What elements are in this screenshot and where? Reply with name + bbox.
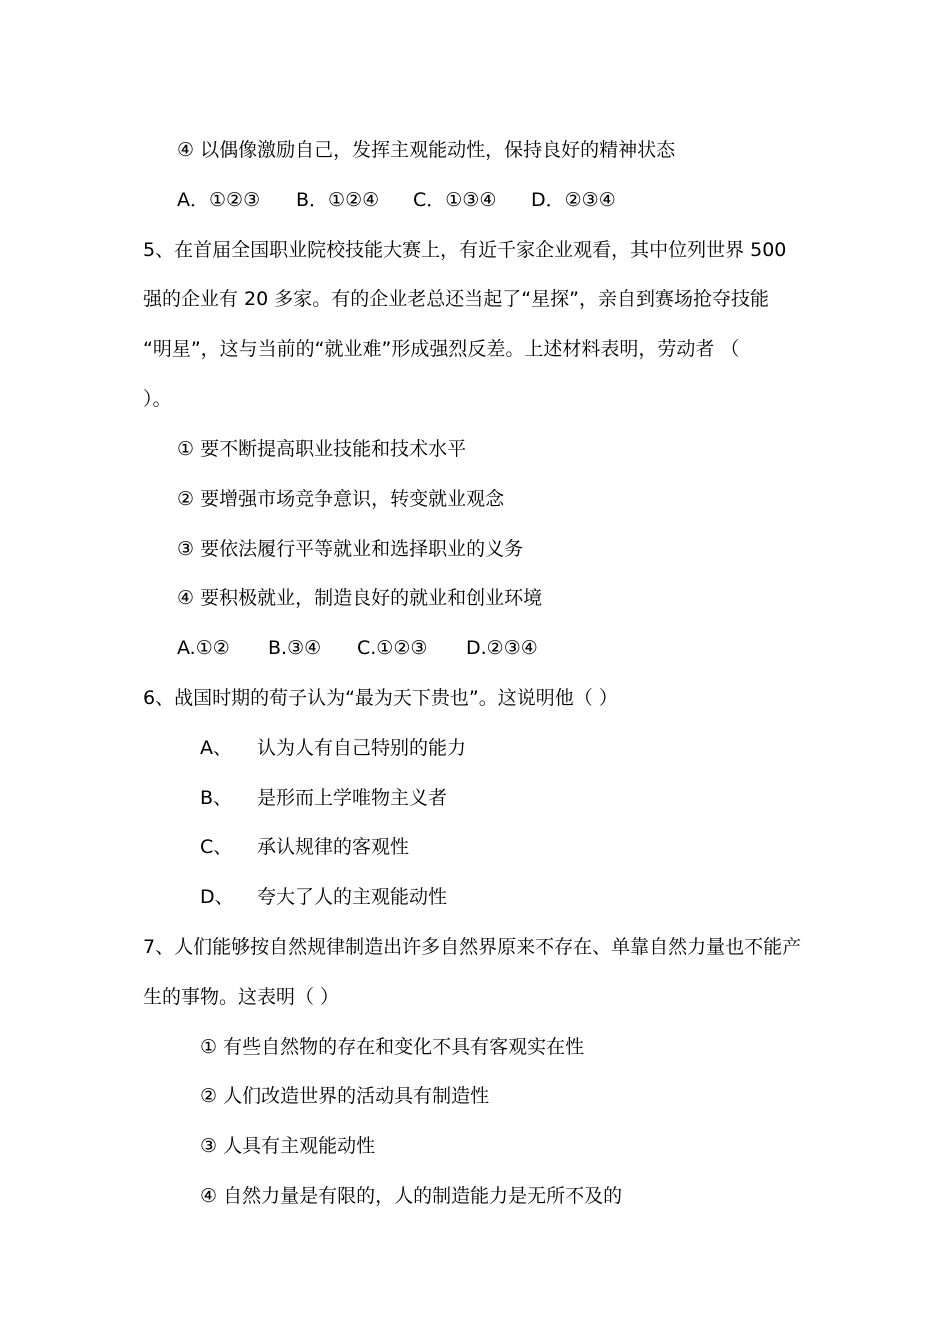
q7-item-4: ④ 自然力量是有限的，人的制造能力是无所不及的	[200, 1185, 623, 1207]
q5-option-c: C.①②③	[357, 637, 428, 659]
q7-stem-line-2: 生的事物。这表明（ ）	[143, 986, 340, 1008]
q5-item-3: ③ 要依法履行平等就业和选择职业的义务	[177, 538, 524, 560]
q6-option-d-text: 夸大了人的主观能动性	[257, 886, 448, 908]
q5-option-b: B.③④	[268, 637, 322, 659]
q5-item-1: ① 要不断提高职业技能和技术水平	[177, 438, 467, 460]
q6-option-a-letter: A、	[200, 737, 232, 759]
q7-item-2: ② 人们改造世界的活动具有制造性	[200, 1085, 490, 1107]
q4-option-b: B．①②④	[296, 189, 380, 211]
q7-stem-line-1: 7、人们能够按自然规律制造出许多自然界原来不存在、单靠自然力量也不能产	[143, 936, 802, 958]
q6-option-c-letter: C、	[200, 836, 233, 858]
q6-option-a-text: 认为人有自己特别的能力	[257, 737, 467, 759]
q6-option-d-letter: D、	[200, 886, 234, 908]
q4-option-c: C．①③④	[413, 189, 497, 211]
q5-option-d: D.②③④	[466, 637, 538, 659]
q4-option-a: A．①②③	[177, 189, 261, 211]
q5-stem-line-1: 5、在首届全国职业院校技能大赛上，有近千家企业观看，其中位列世界 500	[143, 239, 787, 261]
q6-option-b-text: 是形而上学唯物主义者	[257, 787, 448, 809]
q5-stem-line-2: 强的企业有 20 多家。有的企业老总还当起了“星探”，亲自到赛场抢夺技能	[143, 288, 769, 310]
q6-stem: 6、战国时期的荀子认为“最为天下贵也”。这说明他（ ）	[143, 687, 618, 709]
q6-option-c-text: 承认规律的客观性	[257, 836, 410, 858]
q5-stem-line-4: ）。	[143, 388, 172, 410]
q5-option-a: A.①②	[177, 637, 230, 659]
q4-item-4: ④ 以偶像激励自己，发挥主观能动性，保持良好的精神状态	[177, 139, 676, 161]
q4-option-d: D．②③④	[531, 189, 616, 211]
q7-item-3: ③ 人具有主观能动性	[200, 1135, 376, 1157]
q5-stem-line-3: “明星”，这与当前的“就业难”形成强烈反差。上述材料表明，劳动者 （	[143, 338, 740, 360]
q5-item-4: ④ 要积极就业，制造良好的就业和创业环境	[177, 587, 543, 609]
q6-option-b-letter: B、	[200, 787, 233, 809]
q5-item-2: ② 要增强市场竞争意识，转变就业观念	[177, 488, 505, 510]
q7-item-1: ① 有些自然物的存在和变化不具有客观实在性	[200, 1036, 585, 1058]
